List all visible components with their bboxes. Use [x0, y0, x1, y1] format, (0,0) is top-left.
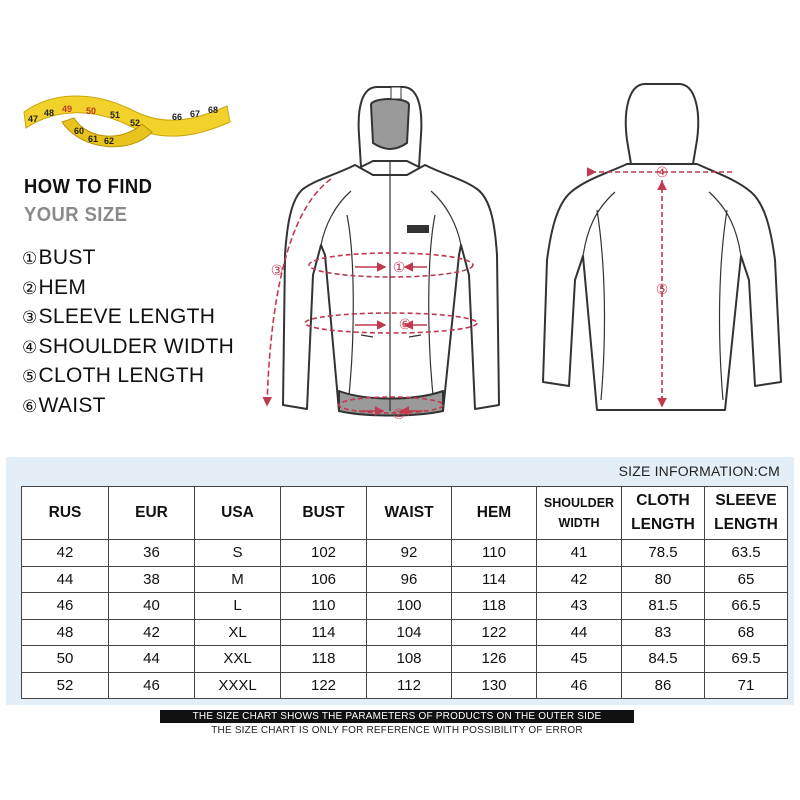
table-cell: 66.5	[705, 593, 788, 620]
tape-number: 66	[172, 112, 183, 122]
tape-number: 48	[44, 108, 55, 118]
tape-number: 49	[62, 104, 73, 114]
table-cell: 110	[281, 593, 367, 620]
tape-number: 51	[110, 110, 121, 120]
table-row	[22, 672, 788, 699]
table-cell: 68	[705, 619, 788, 646]
table-cell: S	[195, 540, 281, 567]
header-cloth-length: CLOTH LENGTH	[622, 487, 705, 540]
table-cell: 96	[367, 566, 452, 593]
table-cell: 38	[109, 566, 195, 593]
header-eur: EUR	[109, 487, 195, 540]
table-cell: 106	[281, 566, 367, 593]
table-cell: 126	[452, 646, 537, 673]
table-cell: 42	[537, 566, 622, 593]
size-information-label: SIZE INFORMATION:CM	[618, 463, 780, 479]
table-cell: 92	[367, 540, 452, 567]
table-cell: 86	[622, 672, 705, 699]
header-bust: BUST	[281, 487, 367, 540]
tape-number: 52	[130, 118, 141, 128]
table-cell: 108	[367, 646, 452, 673]
tape-number: 68	[208, 105, 219, 115]
marker-2: ②	[392, 407, 406, 423]
marker-1: ①	[392, 260, 406, 276]
tape-number: 60	[74, 126, 85, 136]
size-table	[21, 486, 788, 699]
marker-3: ③	[270, 263, 284, 279]
table-cell: 65	[705, 566, 788, 593]
table-cell: 44	[537, 619, 622, 646]
table-cell: 80	[622, 566, 705, 593]
jacket-back-diagram	[535, 80, 787, 420]
reference-note: THE SIZE CHART IS ONLY FOR REFERENCE WITH POSSIBILITY OF ERROR	[211, 725, 583, 736]
how-to-find-heading	[24, 176, 164, 226]
table-cell: 44	[22, 566, 109, 593]
table-cell: 104	[367, 619, 452, 646]
table-cell: 114	[281, 619, 367, 646]
marker-5: ⑤	[655, 282, 669, 298]
table-cell: 43	[537, 593, 622, 620]
legend-item-cloth-length: ⑤CLOTH LENGTH	[22, 364, 205, 388]
header-usa: USA	[195, 487, 281, 540]
table-row	[22, 646, 788, 673]
outer-side-note: THE SIZE CHART SHOWS THE PARAMETERS OF PRODUCTS ON THE OUTER SIDE	[160, 710, 634, 723]
table-row	[22, 593, 788, 620]
table-cell: 40	[109, 593, 195, 620]
table-cell: 46	[537, 672, 622, 699]
size-chart-panel	[6, 457, 794, 705]
measurement-legend	[22, 244, 234, 422]
table-cell: 118	[281, 646, 367, 673]
jacket-front-diagram	[255, 75, 520, 435]
table-cell: 78.5	[622, 540, 705, 567]
table-cell: 48	[22, 619, 109, 646]
heading-line-2: YOUR SIZE	[24, 204, 128, 226]
heading-line-1: HOW TO FIND	[24, 176, 153, 198]
marker-4: ④	[655, 165, 669, 181]
table-cell: 52	[22, 672, 109, 699]
table-cell: 45	[537, 646, 622, 673]
table-cell: 36	[109, 540, 195, 567]
table-cell: 100	[367, 593, 452, 620]
table-cell: 130	[452, 672, 537, 699]
table-cell: 46	[109, 672, 195, 699]
table-cell: 44	[109, 646, 195, 673]
table-cell: 81.5	[622, 593, 705, 620]
header-rus: RUS	[22, 487, 109, 540]
table-cell: L	[195, 593, 281, 620]
table-cell: 41	[537, 540, 622, 567]
table-cell: 110	[452, 540, 537, 567]
header-sleeve-length: SLEEVE LENGTH	[705, 487, 788, 540]
table-cell: 69.5	[705, 646, 788, 673]
header-shoulder-width: SHOULDER WIDTH	[537, 487, 622, 540]
table-cell: 102	[281, 540, 367, 567]
legend-item-hem: ②HEM	[22, 275, 87, 299]
table-cell: 46	[22, 593, 109, 620]
header-waist: WAIST	[367, 487, 452, 540]
table-cell: 42	[22, 540, 109, 567]
table-row	[22, 566, 788, 593]
tape-number: 67	[190, 109, 201, 119]
marker-6: ⑥	[398, 317, 412, 333]
table-cell: 84.5	[622, 646, 705, 673]
table-cell: M	[195, 566, 281, 593]
table-cell: XXXL	[195, 672, 281, 699]
legend-item-sleeve-length: ③SLEEVE LENGTH	[22, 305, 216, 329]
table-cell: 118	[452, 593, 537, 620]
table-cell: 122	[452, 619, 537, 646]
table-cell: 112	[367, 672, 452, 699]
table-cell: 50	[22, 646, 109, 673]
legend-item-shoulder-width: ④SHOULDER WIDTH	[22, 334, 235, 358]
table-cell: 83	[622, 619, 705, 646]
tape-number: 61	[88, 134, 99, 144]
measuring-tape-illustration	[22, 82, 232, 162]
legend-item-waist: ⑥WAIST	[22, 393, 106, 417]
table-cell: 42	[109, 619, 195, 646]
tape-number: 47	[28, 114, 39, 124]
table-cell: 71	[705, 672, 788, 699]
table-cell: 114	[452, 566, 537, 593]
table-cell: 122	[281, 672, 367, 699]
tape-number: 50	[86, 106, 97, 116]
header-hem: HEM	[452, 487, 537, 540]
table-header-row	[22, 487, 788, 540]
tape-number: 62	[104, 136, 115, 146]
table-cell: XL	[195, 619, 281, 646]
table-row	[22, 540, 788, 567]
table-row	[22, 619, 788, 646]
table-cell: 63.5	[705, 540, 788, 567]
table-cell: XXL	[195, 646, 281, 673]
legend-item-bust: ①BUST	[22, 246, 96, 269]
